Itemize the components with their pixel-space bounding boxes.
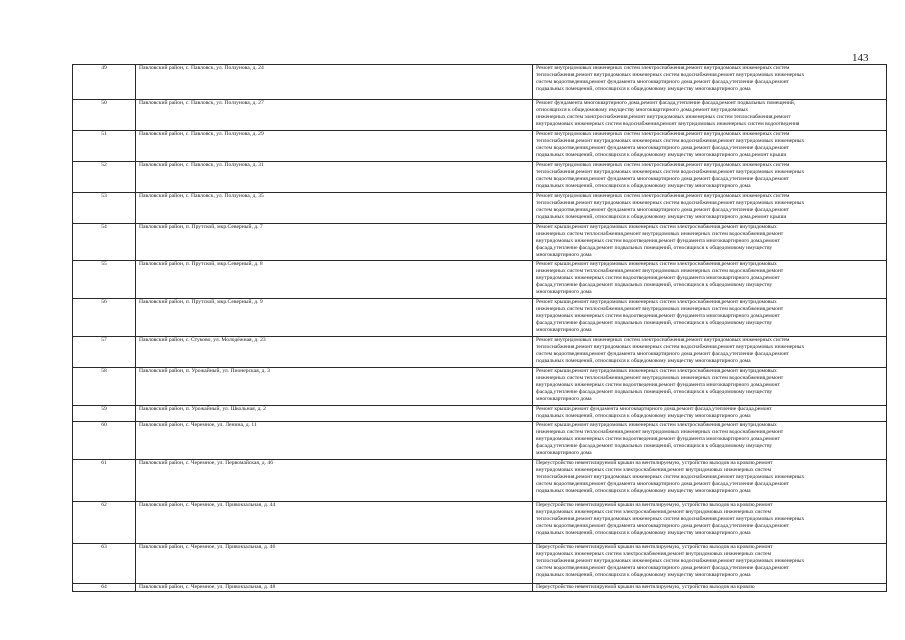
row-number-cell: 64 (73, 584, 136, 592)
address-cell: Павловский район, с. Черемное, ул. Привокзальная, д. 46 (136, 544, 533, 584)
works-line: систем водоотведения,ремонт фундамента многоквартирного дома,ремонт фасада,утепление фасада,ремонт (536, 79, 789, 86)
works-line: внутридомовых инженерных систем водоотведения,ремонт фундамента многоквартирного дома,ремонт (536, 313, 780, 320)
works-line: Ремонт крыши,ремонт внутридомовых инженерных систем электроснабжения,ремонт внутридомовых (536, 224, 777, 230)
works-cell (533, 261, 887, 299)
works-cell (533, 368, 887, 406)
works-line: внутридомовых инженерных систем водоотведения,ремонт фундамента многоквартирного дома,ремонт (536, 382, 780, 389)
row-number-cell: 56 (73, 299, 136, 337)
works-line: подвальных помещений, относящихся к общедомовому имуществу многоквартирного дома (536, 86, 751, 93)
address-cell: Павловский район, с. Павловск, ул. Ползунова, д. 27 (136, 100, 533, 131)
works-line: Переустройство невентилируемой крыши на вентилируемую, устройство выходов на кровлю (536, 584, 755, 590)
works-line: систем водоотведения,ремонт фундамента многоквартирного дома,ремонт фасада,утепление фасада,ремонт (536, 207, 789, 214)
row-number-cell: 59 (73, 406, 136, 422)
table-row (73, 544, 887, 584)
address-cell: Павловский район, п. Прутской, мкр.Северный, д. 9 (136, 299, 533, 337)
table-row (73, 368, 887, 406)
works-line: систем водоотведения,ремонт фундамента многоквартирного дома,ремонт фасада,утепление фасада,ремонт (536, 481, 789, 488)
works-line: Переустройство невентилируемой крыши на вентилируемую, устройство выходов на кровлю,ремонт (536, 544, 773, 550)
row-number-cell: 52 (73, 162, 136, 193)
works-line: Ремонт внутридомовых инженерных систем электроснабжения,ремонт внутридомовых инженерных систем (536, 337, 790, 343)
works-line: многоквартирного дома (536, 252, 592, 259)
table-row (73, 406, 887, 422)
row-number-cell: 55 (73, 261, 136, 299)
address-cell: Павловский район, п. Урожайный, ул. Школьная, д. 2 (136, 406, 533, 422)
works-cell (533, 422, 887, 460)
table-row (73, 299, 887, 337)
works-cell (533, 65, 887, 100)
works-line: фасада,утепление фасада,ремонт подвальных помещений, относящихся к общедомовому имуществу (536, 245, 773, 252)
works-line: теплоснабжения,ремонт внутридомовых инженерных систем водоснабжения,ремонт внутридомовых инженерных (536, 200, 805, 207)
row-number-cell: 54 (73, 224, 136, 261)
works-line: подвальных помещений, относящихся к общедомовому имуществу многоквартирного дома (536, 183, 751, 190)
works-line: многоквартирного дома (536, 289, 592, 296)
works-line: Ремонт крыши,ремонт внутридомовых инженерных систем электроснабжения,ремонт внутридомовых (536, 261, 777, 267)
works-cell (533, 460, 887, 502)
row-number-cell: 61 (73, 460, 136, 502)
works-line: многоквартирного дома (536, 327, 592, 334)
works-cell (533, 100, 887, 131)
works-line: многоквартирного дома (536, 396, 592, 403)
works-line: внутридомовых инженерных систем водоснабжения,ремонт внутридомовых инженерных систем водоотведения (536, 121, 800, 128)
works-line: систем водоотведения,ремонт фундамента многоквартирного дома,ремонт фасада,утепление фасада,ремонт (536, 523, 789, 530)
address-cell: Павловский район, с. Павловск, ул. Ползунова, д. 35 (136, 193, 533, 224)
address-cell: Павловский район, п. Прутской, мкр.Северный, д. 8 (136, 261, 533, 299)
works-line: теплоснабжения,ремонт внутридомовых инженерных систем водоснабжения,ремонт внутридомовых инженерных (536, 474, 805, 481)
row-number-cell: 51 (73, 131, 136, 162)
works-line: фасада,утепление фасада,ремонт подвальных помещений, относящихся к общедомовому имуществу (536, 443, 773, 450)
address-cell: Павловский район, с. Стуково, ул. Молодёжная, д. 23 (136, 337, 533, 368)
row-number-cell: 50 (73, 100, 136, 131)
works-cell (533, 193, 887, 224)
row-number-cell: 60 (73, 422, 136, 460)
works-line: фасада,утепление фасада,ремонт подвальных помещений, относящихся к общедомовому имуществу (536, 389, 773, 396)
address-cell: Павловский район, с. Павловск, ул. Ползунова, д. 31 (136, 162, 533, 193)
works-line: внутридомовых инженерных систем электроснабжения,ремонт внутридомовых инженерных систем (536, 551, 772, 558)
works-line: инженерных систем теплоснабжения,ремонт внутридомовых инженерных систем водоснабжения,ремонт (536, 268, 784, 275)
works-line: внутридомовых инженерных систем электроснабжения,ремонт внутридомовых инженерных систем (536, 467, 772, 474)
row-number-cell: 57 (73, 337, 136, 368)
table-row (73, 162, 887, 193)
works-line: теплоснабжения,ремонт внутридомовых инженерных систем водоснабжения,ремонт внутридомовых инженерных (536, 558, 805, 565)
works-line: подвальных помещений, относящихся к общедомовому имуществу многоквартирного дома (536, 488, 751, 495)
table-row (73, 100, 887, 131)
works-line: Переустройство невентилируемой крыши на вентилируемую, устройство выходов на кровлю,ремонт (536, 460, 773, 466)
row-number-cell: 62 (73, 502, 136, 544)
works-cell (533, 299, 887, 337)
address-cell: Павловский район, с. Черемное, ул. Ленина, д. 11 (136, 422, 533, 460)
page-number: 143 (852, 52, 869, 64)
works-line: теплоснабжения,ремонт внутридомовых инженерных систем водоснабжения,ремонт внутридомовых инженерных (536, 516, 805, 523)
works-line: Ремонт крыши,ремонт фундамента многоквартирного дома,ремонт фасада,утепление фасада,ремонт (536, 406, 772, 412)
works-line: Ремонт внутридомовых инженерных систем электроснабжения,ремонт внутридомовых инженерных систем (536, 131, 790, 137)
works-line: подвальных помещений, относящихся к общедомовому имуществу многоквартирного дома (536, 358, 751, 365)
works-line: Ремонт крыши,ремонт внутридомовых инженерных систем электроснабжения,ремонт внутридомовых (536, 422, 777, 428)
works-line: подвальных помещений, относящихся к общедомовому имуществу многоквартирного дома (536, 413, 751, 420)
works-line: относящихся к общедомовому имуществу многоквартирного дома,ремонт внутридомовых (536, 107, 749, 114)
works-line: Переустройство невентилируемой крыши на вентилируемую, устройство выходов на кровлю,ремонт (536, 502, 773, 508)
works-line: внутридомовых инженерных систем водоотведения,ремонт фундамента многоквартирного дома,ремонт (536, 238, 780, 245)
works-line: теплоснабжения,ремонт внутридомовых инженерных систем водоснабжения,ремонт внутридомовых инженерных (536, 169, 805, 176)
works-line: подвальных помещений, относящихся к общедомовому имуществу многоквартирного дома (536, 572, 751, 579)
works-line: Ремонт внутридомовых инженерных систем электроснабжения,ремонт внутридомовых инженерных систем (536, 65, 790, 71)
works-line: подвальных помещений, относящихся к общедомовому имуществу многоквартирного дома (536, 530, 751, 537)
table-row (73, 337, 887, 368)
works-cell (533, 337, 887, 368)
works-line: систем водоотведения,ремонт фундамента многоквартирного дома,ремонт фасада,утепление фасада,ремонт (536, 176, 789, 183)
address-cell: Павловский район, с. Павловск, ул. Ползунова, д. 24 (136, 65, 533, 100)
works-line: систем водоотведения,ремонт фундамента многоквартирного дома,ремонт фасада,утепление фасада,ремонт (536, 145, 789, 152)
address-cell: Павловский район, п. Прутской, мкр.Северный, д. 7 (136, 224, 533, 261)
works-line: Ремонт внутридомовых инженерных систем электроснабжения,ремонт внутридомовых инженерных систем (536, 193, 790, 199)
address-cell: Павловский район, с. Черемное, ул. Привокзальная, д. 48 (136, 584, 533, 592)
works-cell (533, 162, 887, 193)
row-number-cell: 49 (73, 65, 136, 100)
table-row (73, 261, 887, 299)
works-line: подвальных помещений, относящихся к общедомовому имуществу многоквартирного дома,ремонт крыши (536, 214, 787, 221)
repair-registry-table (72, 64, 887, 592)
works-line: теплоснабжения,ремонт внутридомовых инженерных систем водоснабжения,ремонт внутридомовых инженерных (536, 138, 805, 145)
works-line: инженерных систем теплоснабжения,ремонт внутридомовых инженерных систем водоснабжения,ремонт (536, 429, 784, 436)
works-line: внутридомовых инженерных систем водоотведения,ремонт фундамента многоквартирного дома,ремонт (536, 436, 780, 443)
works-line: систем водоотведения,ремонт фундамента многоквартирного дома,ремонт фасада,утепление фасада,ремонт (536, 351, 789, 358)
works-line: Ремонт крыши,ремонт внутридомовых инженерных систем электроснабжения,ремонт внутридомовых (536, 368, 777, 374)
address-cell: Павловский район, с. Черемное, ул. Привокзальная, д. 44 (136, 502, 533, 544)
table-row (73, 131, 887, 162)
works-line: многоквартирного дома (536, 450, 592, 457)
works-line: инженерных систем теплоснабжения,ремонт внутридомовых инженерных систем водоснабжения,ремонт (536, 306, 784, 313)
table-row (73, 460, 887, 502)
works-cell (533, 406, 887, 422)
works-line: фасада,утепление фасада,ремонт подвальных помещений, относящихся к общедомовому имуществу (536, 282, 773, 289)
row-number-cell: 58 (73, 368, 136, 406)
table-row (73, 193, 887, 224)
table-row (73, 502, 887, 544)
table-body (73, 65, 887, 592)
works-cell (533, 584, 887, 592)
works-line: теплоснабжения,ремонт внутридомовых инженерных систем водоснабжения,ремонт внутридомовых инженерных (536, 72, 805, 79)
works-line: инженерных систем теплоснабжения,ремонт внутридомовых инженерных систем водоснабжения,ремонт (536, 375, 784, 382)
works-line: подвальных помещений, относящихся к общедомовому имуществу многоквартирного дома,ремонт крыши (536, 152, 787, 159)
address-cell: Павловский район, с. Черемное, ул. Первомайская, д. 46 (136, 460, 533, 502)
works-cell (533, 502, 887, 544)
works-line: фасада,утепление фасада,ремонт подвальных помещений, относящихся к общедомовому имуществу (536, 320, 773, 327)
row-number-cell: 53 (73, 193, 136, 224)
address-cell: Павловский район, с. Павловск, ул. Ползунова, д. 29 (136, 131, 533, 162)
table-row (73, 65, 887, 100)
works-line: инженерных систем электроснабжения,ремонт внутридомовых инженерных систем теплоснабжения,ремонт (536, 114, 791, 121)
table-row (73, 584, 887, 592)
works-cell (533, 544, 887, 584)
works-line: Ремонт фундамента многоквартирного дома,ремонт фасада,утепление фасада,ремонт подвальных помещений, (536, 100, 796, 106)
row-number-cell: 63 (73, 544, 136, 584)
works-line: Ремонт крыши,ремонт внутридомовых инженерных систем электроснабжения,ремонт внутридомовых (536, 299, 777, 305)
works-line: внутридомовых инженерных систем электроснабжения,ремонт внутридомовых инженерных систем (536, 509, 772, 516)
table-row (73, 422, 887, 460)
works-cell (533, 131, 887, 162)
works-line: теплоснабжения,ремонт внутридомовых инженерных систем водоснабжения,ремонт внутридомовых инженерных (536, 344, 805, 351)
works-line: инженерных систем теплоснабжения,ремонт внутридомовых инженерных систем водоснабжения,ремонт (536, 231, 784, 238)
works-line: Ремонт внутридомовых инженерных систем электроснабжения,ремонт внутридомовых инженерных систем (536, 162, 790, 168)
address-cell: Павловский район, п. Урожайный, ул. Пионерская, д. 3 (136, 368, 533, 406)
works-line: систем водоотведения,ремонт фундамента многоквартирного дома,ремонт фасада,утепление фасада,ремонт (536, 565, 789, 572)
works-cell (533, 224, 887, 261)
table-row (73, 224, 887, 261)
works-line: внутридомовых инженерных систем водоотведения,ремонт фундамента многоквартирного дома,ремонт (536, 275, 780, 282)
